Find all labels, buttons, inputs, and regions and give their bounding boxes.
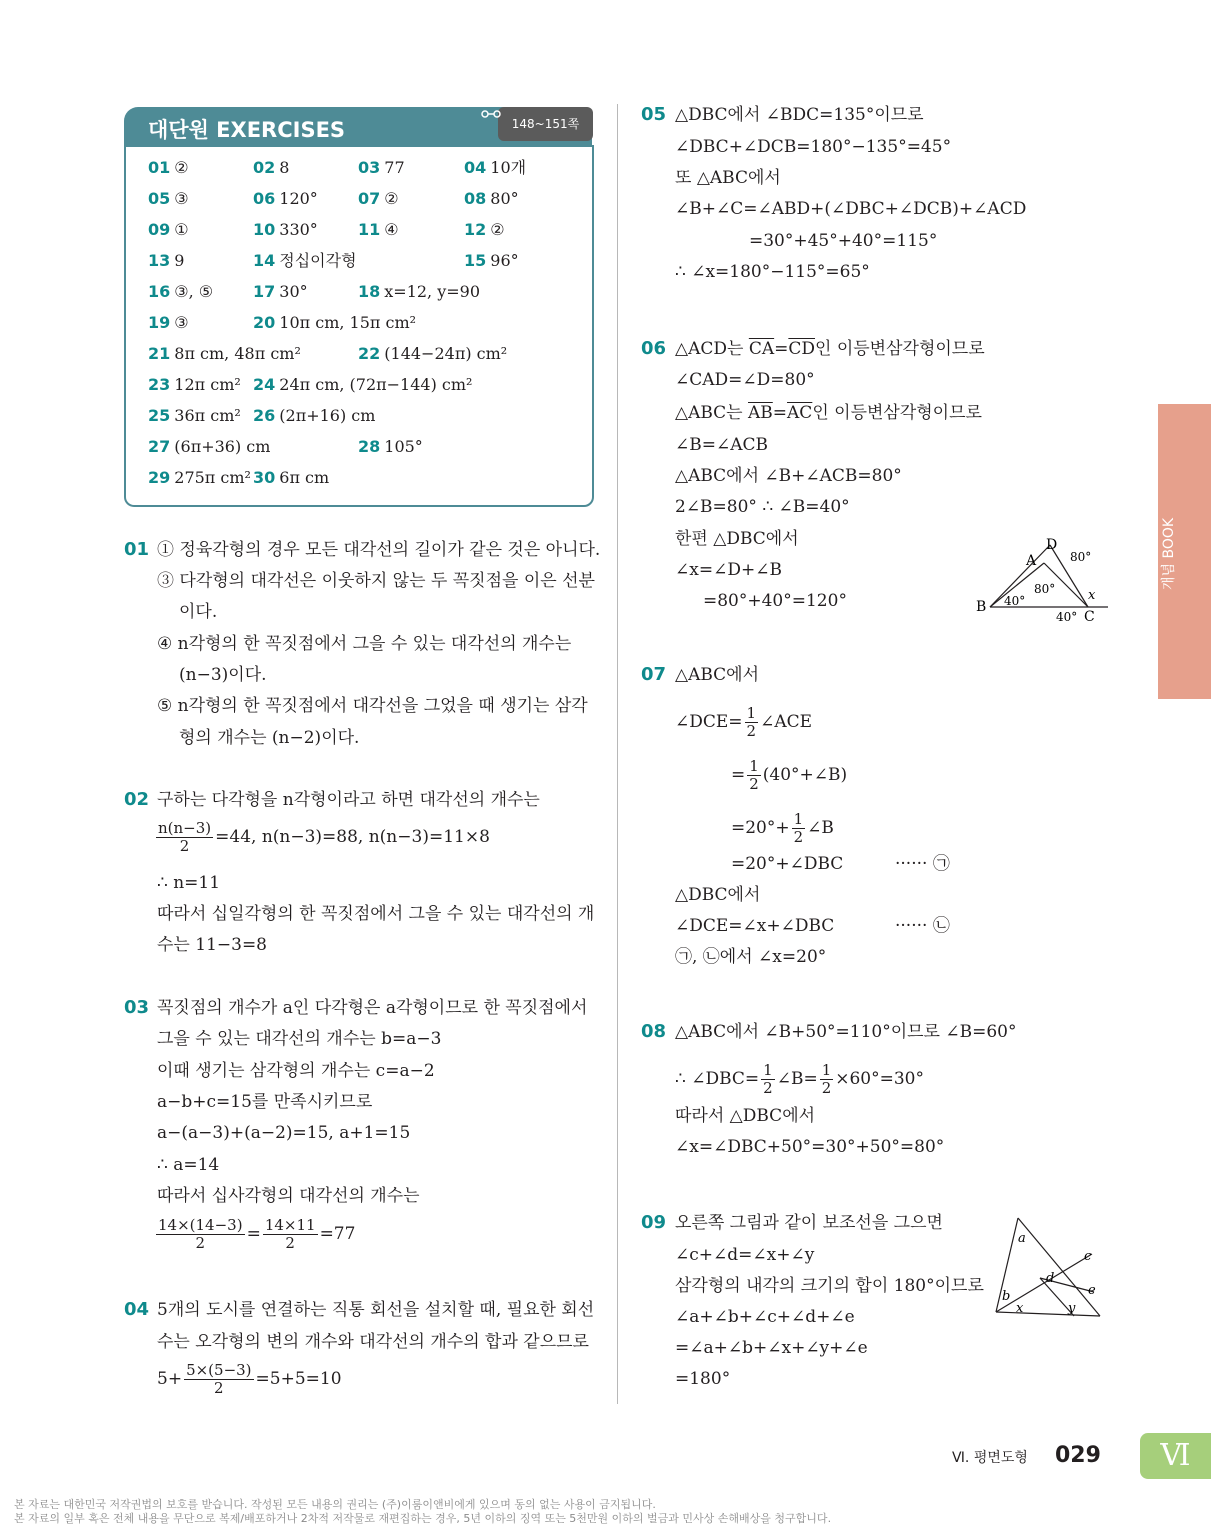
solution-line: △ABC는 $\overline{AB}=\overline{AC}$인 이등변삼각형이므로 [675, 403, 982, 423]
answer-number: 10 [253, 220, 276, 239]
fig-label: 80° [1034, 582, 1056, 596]
solution-line: =30°+45°+40°=115° [749, 231, 938, 251]
solution-line: =∠a+∠b+∠x+∠y+∠e [675, 1338, 868, 1358]
answer-item [358, 281, 480, 303]
solution-line: 한편 △DBC에서 [675, 529, 799, 549]
fraction: $\frac{14\times 11}{2}$ [264, 1216, 316, 1252]
answer-item [464, 250, 519, 272]
fig-label: b [1002, 1289, 1011, 1304]
solution-line: 구하는 다각형을 n각형이라고 하면 대각선의 개수는 [157, 790, 540, 810]
solution-equation: =20°+ $\frac{1}{2}$ ∠B [731, 810, 834, 846]
answer-number: 19 [148, 313, 171, 332]
answer-item [464, 188, 519, 210]
answer-number: 11 [358, 220, 381, 239]
answer-number: 12 [464, 220, 487, 239]
answer-number: 13 [148, 251, 171, 270]
answer-value: ② [490, 220, 505, 239]
solution-line: ∠B=∠ACB [675, 435, 769, 455]
solution-line: ∴ n=11 [157, 873, 221, 893]
answer-item [148, 405, 241, 427]
solution-line: 이다. [179, 602, 218, 622]
fig-label: x [1088, 588, 1096, 603]
fig-label: 40° [1056, 610, 1078, 624]
answer-value: ④ [384, 220, 399, 239]
solution-line: ∴ ∠x=180°−115°=65° [675, 262, 870, 282]
solution-line: ∠B+∠C=∠ABD+(∠DBC+∠DCB)+∠ACD [675, 199, 1027, 219]
answer-number: 02 [253, 158, 276, 177]
answer-item [148, 250, 184, 272]
answer-item [358, 188, 399, 210]
answer-value: (144−24π) cm² [384, 344, 508, 363]
fraction: $\frac{1}{2}$ [749, 757, 759, 793]
equation-marker: ······ ㉠ [895, 854, 950, 874]
answer-number: 07 [358, 189, 381, 208]
solution-line: 2∠B=80° ∴ ∠B=40° [675, 497, 850, 517]
answer-value: 6π cm [279, 468, 330, 487]
solution-line: 꼭짓점의 개수가 a인 다각형은 a각형이므로 한 꼭짓점에서 [157, 998, 588, 1018]
solution-line: 오른쪽 그림과 같이 보조선을 그으면 [675, 1213, 943, 1233]
answer-item [253, 157, 289, 179]
solution-line: ③ 다각형의 대각선은 이웃하지 않는 두 꼭짓점을 이은 선분 [157, 571, 595, 591]
answer-item [148, 374, 241, 396]
solution-line: =20°+∠DBC [731, 854, 844, 874]
solution-equation: ∠DCE= $\frac{1}{2}$ ∠ACE [675, 704, 813, 740]
answer-value: 120° [279, 189, 318, 208]
answer-number: 14 [253, 251, 276, 270]
fraction: $\frac{1}{2}$ [821, 1061, 832, 1097]
answer-item [358, 436, 423, 458]
solution-line: △ABC에서 ∠B+∠ACB=80° [675, 466, 902, 486]
answer-value: 80° [490, 189, 519, 208]
answer-item [148, 312, 189, 334]
solution-line: △DBC에서 [675, 885, 761, 905]
solution-number: 09 [641, 1212, 667, 1233]
answer-number: 05 [148, 189, 171, 208]
solution-line: ∠x=∠D+∠B [675, 560, 782, 580]
fraction: $\frac{1}{2}$ [763, 1061, 773, 1097]
solution-line: 5개의 도시를 연결하는 직통 회선을 설치할 때, 필요한 회선 [157, 1300, 595, 1320]
answer-value: 77 [384, 158, 405, 177]
solution-line: ㉠, ㉡에서 ∠x=20° [675, 947, 827, 967]
answer-item [464, 157, 526, 179]
solution-line: ∴ a=14 [157, 1155, 220, 1175]
answer-item [253, 312, 416, 334]
star-figure-09 [990, 1214, 1105, 1320]
answer-value: 8π cm, 48π cm² [174, 344, 301, 363]
solution-line: (n−3)이다. [179, 665, 267, 685]
answer-number: 06 [253, 189, 276, 208]
answer-value: 330° [279, 220, 318, 239]
answer-number: 30 [253, 468, 276, 487]
answer-item [253, 219, 318, 241]
solution-line: ④ n각형의 한 꼭짓점에서 그을 수 있는 대각선의 개수는 [157, 634, 572, 654]
solution-line: 따라서 십사각형의 대각선의 개수는 [157, 1186, 420, 1206]
solution-equation: ∴ ∠DBC= $\frac{1}{2}$ ∠B= $\frac{1}{2}$ ×60°=30° [675, 1061, 924, 1097]
answer-item [148, 436, 270, 458]
solution-line: 그을 수 있는 대각선의 개수는 b=a−3 [157, 1029, 442, 1049]
copyright-notice: 본 자료는 대한민국 저작권법의 보호를 받습니다. 작성된 모든 내용의 권리는 (주)이룸이앤비에게 있으며 동의 없는 사용이 금지됩니다. [14, 1498, 656, 1511]
answer-number: 04 [464, 158, 487, 177]
solution-line: △ABC에서 [675, 665, 760, 685]
fig-label: y [1068, 1301, 1076, 1316]
answer-number: 21 [148, 344, 171, 363]
answer-item [253, 250, 357, 272]
answer-number: 22 [358, 344, 381, 363]
solution-line: 또 △ABC에서 [675, 168, 781, 188]
solution-line: ⑤ n각형의 한 꼭짓점에서 대각선을 그었을 때 생기는 삼각 [157, 696, 588, 716]
fig-label: C [1084, 609, 1095, 625]
answer-value: 275π cm² [174, 468, 251, 487]
solution-number: 06 [641, 338, 667, 359]
fraction: $\frac{1}{2}$ [746, 704, 757, 740]
answer-value: ① [174, 220, 189, 239]
answer-value: (6π+36) cm [174, 437, 271, 456]
fig-label: D [1046, 537, 1058, 553]
fig-label: d [1046, 1271, 1055, 1286]
solution-equation: $\frac{14\times(14-3)}{2}$ = $\frac{14\times 11}{2}$ =77 [158, 1216, 356, 1252]
answer-item [148, 157, 189, 179]
link-icon [480, 107, 502, 121]
solution-line: 따라서 △DBC에서 [675, 1106, 816, 1126]
fraction: $\frac{14\times(14-3)}{2}$ [158, 1216, 243, 1252]
answer-number: 24 [253, 375, 276, 394]
fig-label: 80° [1070, 550, 1092, 564]
solution-number: 05 [641, 104, 667, 125]
solution-line: 따라서 십일각형의 한 꼭짓점에서 그을 수 있는 대각선의 개 [157, 904, 595, 924]
answer-number: 23 [148, 375, 171, 394]
solution-equation: = $\frac{1}{2}$ (40°+∠B) [731, 757, 848, 793]
answer-value: 정십이각형 [279, 251, 357, 270]
solution-line: ∠DBC+∠DCB=180°−135°=45° [675, 137, 952, 157]
answer-item [358, 219, 399, 241]
chapter-label: Ⅵ. 평면도형 [952, 1450, 1028, 1466]
solution-line: ∠x=∠DBC+50°=30°+50°=80° [675, 1137, 945, 1157]
solution-line: ∠c+∠d=∠x+∠y [675, 1245, 815, 1265]
answer-number: 25 [148, 406, 171, 425]
answer-item [358, 157, 405, 179]
fig-label: 40° [1004, 594, 1026, 608]
solution-line: ∠DCE=∠x+∠DBC [675, 916, 835, 936]
answer-value: 105° [384, 437, 423, 456]
solution-line: 형의 개수는 (n−2)이다. [179, 728, 360, 748]
solution-number: 04 [124, 1299, 150, 1320]
solution-line: △ABC에서 ∠B+50°=110°이므로 ∠B=60° [675, 1022, 1017, 1042]
solution-equation: 5+ $\frac{5\times(5-3)}{2}$ =5+5=10 [157, 1361, 342, 1397]
answer-item [253, 374, 472, 396]
answer-number: 18 [358, 282, 381, 301]
answer-value: ② [174, 158, 189, 177]
solution-number: 02 [124, 789, 150, 810]
fig-label: a [1018, 1231, 1026, 1246]
column-divider [617, 104, 618, 1404]
solution-line: a−b+c=15를 만족시키므로 [157, 1092, 373, 1112]
answer-number: 28 [358, 437, 381, 456]
exercises-title: 대단원 EXERCISES [148, 118, 346, 142]
answer-item [148, 467, 251, 489]
solution-line: 이때 생기는 삼각형의 개수는 c=a−2 [157, 1061, 435, 1081]
copyright-notice: 본 자료의 일부 혹은 전체 내용을 무단으로 복제/배포하거나 2차적 저작물로 재편집하는 경우, 5년 이하의 징역 또는 5천만원 이하의 벌금과 민사상 손해배상을 청구합니다. [14, 1512, 832, 1525]
answer-number: 08 [464, 189, 487, 208]
answer-number: 16 [148, 282, 171, 301]
fig-label: B [976, 599, 987, 615]
page-number: 029 [1055, 1443, 1101, 1468]
solution-line: ∠a+∠b+∠c+∠d+∠e [675, 1307, 855, 1327]
solution-equation: $\frac{n(n-3)}{2}$ =44, n(n−3)=88, n(n−3)=11×8 [158, 819, 490, 855]
answer-number: 20 [253, 313, 276, 332]
answer-value: 24π cm, (72π−144) cm² [279, 375, 473, 394]
solution-number: 01 [124, 539, 150, 560]
answer-item [148, 188, 189, 210]
answer-number: 17 [253, 282, 276, 301]
answer-item [464, 219, 505, 241]
solution-line: ∠CAD=∠D=80° [675, 370, 815, 390]
solution-line: a−(a−3)+(a−2)=15, a+1=15 [157, 1123, 411, 1143]
solution-number: 03 [124, 997, 150, 1018]
answer-value: 30° [279, 282, 308, 301]
solution-line: ① 정육각형의 경우 모든 대각선의 길이가 같은 것은 아니다. [157, 540, 601, 560]
answer-number: 09 [148, 220, 171, 239]
answer-value: (2π+16) cm [279, 406, 376, 425]
answer-item [253, 188, 318, 210]
answer-item [358, 343, 507, 365]
solution-line: △ACD는 $\overline{CA}=\overline{CD}$인 이등변삼각형이므로 [675, 339, 985, 359]
answer-number: 15 [464, 251, 487, 270]
answer-value: 8 [279, 158, 290, 177]
answer-number: 01 [148, 158, 171, 177]
equation-marker: ······ ㉡ [895, 916, 950, 936]
solution-line: 삼각형의 내각의 크기의 합이 180°이므로 [675, 1276, 984, 1296]
fig-label: A [1026, 553, 1037, 569]
unit-badge: Ⅵ [1140, 1433, 1211, 1479]
exercises-page-range: 148~151쪽 [498, 107, 593, 141]
solution-line: 수는 11−3=8 [157, 935, 267, 955]
answer-value: x=12, y=90 [384, 282, 481, 301]
answer-number: 26 [253, 406, 276, 425]
answer-value: 9 [174, 251, 185, 270]
fig-label: e [1088, 1283, 1096, 1298]
fig-label: c [1084, 1249, 1092, 1264]
solution-number: 07 [641, 664, 667, 685]
side-tab-label: 개념 BOOK [1161, 517, 1178, 591]
answer-value: 12π cm² [174, 375, 241, 394]
answer-value: ② [384, 189, 399, 208]
solution-line: =80°+40°=120° [703, 591, 847, 611]
fraction: $\frac{n(n-3)}{2}$ [158, 819, 212, 855]
answer-value: ③, ⑤ [174, 282, 214, 301]
answer-value: 96° [490, 251, 519, 270]
fraction: $\frac{5\times(5-3)}{2}$ [186, 1361, 252, 1397]
fraction: $\frac{1}{2}$ [793, 810, 804, 846]
answer-item [253, 405, 375, 427]
solution-line: △DBC에서 ∠BDC=135°이므로 [675, 105, 924, 125]
answer-value: 36π cm² [174, 406, 241, 425]
fig-label: x [1016, 1301, 1024, 1316]
answer-item [148, 281, 213, 303]
solution-line: 수는 오각형의 변의 개수와 대각선의 개수의 합과 같으므로 [157, 1332, 589, 1352]
answer-item [148, 219, 189, 241]
solution-line: =180° [675, 1369, 731, 1389]
answer-value: 10개 [490, 158, 527, 177]
answer-item [253, 467, 329, 489]
answer-value: ③ [174, 313, 189, 332]
answer-item [148, 343, 301, 365]
side-tab [1158, 404, 1211, 699]
triangle-figure-06 [970, 533, 1115, 628]
answer-value: 10π cm, 15π cm² [279, 313, 417, 332]
answer-item [253, 281, 308, 303]
answer-number: 29 [148, 468, 171, 487]
answer-value: ③ [174, 189, 189, 208]
solution-number: 08 [641, 1021, 667, 1042]
answer-number: 27 [148, 437, 171, 456]
answer-number: 03 [358, 158, 381, 177]
